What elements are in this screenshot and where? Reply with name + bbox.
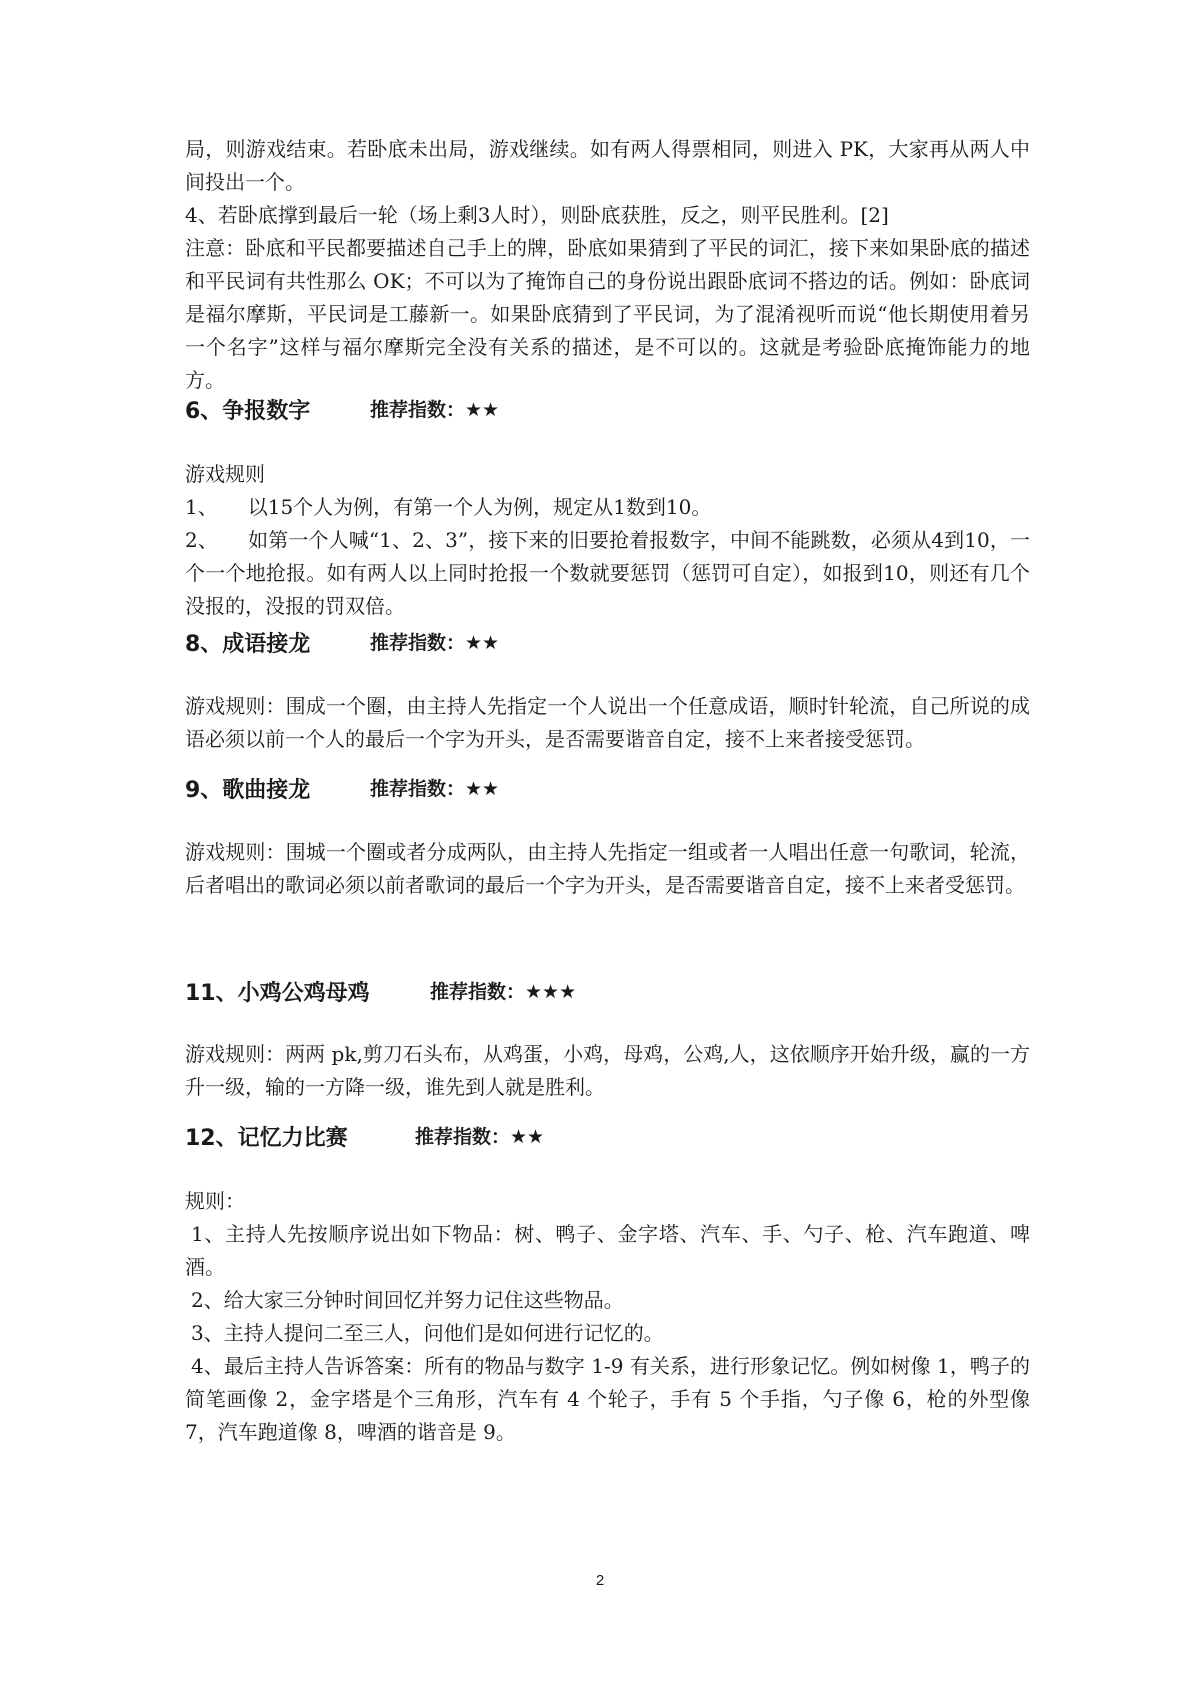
section-body-6 <box>185 458 1030 623</box>
list-item: 1、主持人先按顺序说出如下物品：树、鸭子、金字塔、汽车、手、勺子、枪、汽车跑道、啤酒。 <box>185 1222 1030 1279</box>
section-heading-8 <box>185 627 500 658</box>
list-item-text: 如第一个人喊“1、2、3”，接下来的旧要抢着报数字，中间不能跳数，必须从4到10，一个一个地抢报。如有两人以上同时抢报一个数就要惩罚（惩罚可自定），如报到10，则还有几个没报的，没报的罚双倍。 <box>185 528 1030 618</box>
list-item: 2、给大家三分钟时间回忆并努力记住这些物品。 <box>191 1288 624 1312</box>
section-paragraph: 游戏规则：围成一个圈，由主持人先指定一个人说出一个任意成语，顺时针轮流，自己所说的成语必须以前一个人的最后一个字为开头，是否需要谐音自定，接不上来者接受惩罚。 <box>185 694 1030 751</box>
rating <box>370 774 499 801</box>
section-heading-11 <box>185 976 577 1007</box>
intro-note-paragraph: 注意：卧底和平民都要描述自己手上的牌，卧底如果猜到了平民的词汇，接下来如果卧底的描述和平民词有共性那么 OK；不可以为了掩饰自己的身份说出跟卧底词不搭边的话。例如：卧底词是福尔摩斯，平民词是工藤新一。如果卧底猜到了平民词，为了混淆视听而说“他长期使用着另一个名字”这样与福尔摩斯完全没有关系的描述，是不可以的。这就是考验卧底掩饰能力的地方。 <box>185 236 1030 392</box>
rules-label: 游戏规则 <box>185 462 265 486</box>
rating-label: 推荐指数： <box>430 981 526 1003</box>
section-heading-9 <box>185 773 500 804</box>
rating-label: 推荐指数： <box>370 399 466 421</box>
list-item-text: 以15个人为例，有第一个人为例，规定从1数到10。 <box>247 495 712 519</box>
rules-label: 规则： <box>185 1189 245 1213</box>
list-item: 3、主持人提问二至三人，问他们是如何进行记忆的。 <box>191 1321 664 1345</box>
section-body-12 <box>185 1185 1030 1449</box>
rating <box>430 977 576 1004</box>
section-paragraph: 游戏规则：两两 pk,剪刀石头布，从鸡蛋，小鸡，母鸡，公鸡,人，这依顺序开始升级，赢的一方升一级，输的一方降一级，谁先到人就是胜利。 <box>185 1042 1030 1099</box>
intro-block <box>185 133 1030 397</box>
stars-icon: ★★ <box>465 778 500 800</box>
section-heading-6 <box>185 394 500 425</box>
section-title: 12、记忆力比赛 <box>185 1126 348 1151</box>
intro-paragraph: 4、若卧底撑到最后一轮（场上剩3人时），则卧底获胜，反之，则平民胜利。[2] <box>185 203 889 227</box>
rating-label: 推荐指数： <box>370 632 466 654</box>
section-heading-12 <box>185 1121 545 1152</box>
rating <box>415 1122 544 1149</box>
page-number: 2 <box>595 1572 605 1589</box>
intro-paragraph: 局，则游戏结束。若卧底未出局，游戏继续。如有两人得票相同，则进入 PK，大家再从两人中间投出一个。 <box>185 137 1030 194</box>
list-item-number: 2、 <box>185 528 218 552</box>
rating-label: 推荐指数： <box>370 778 466 800</box>
section-title: 9、歌曲接龙 <box>185 778 311 803</box>
section-title: 6、争报数字 <box>185 399 311 424</box>
section-body-9 <box>185 836 1030 902</box>
section-title: 8、成语接龙 <box>185 632 311 657</box>
section-body-11 <box>185 1038 1030 1104</box>
rating-label: 推荐指数： <box>415 1126 511 1148</box>
list-item <box>185 491 1030 524</box>
rating <box>370 628 499 655</box>
list-item-number: 1、 <box>185 495 218 519</box>
list-item: 4、最后主持人告诉答案：所有的物品与数字 1-9 有关系，进行形象记忆。例如树像 1，鸭子的简笔画像 2，金字塔是个三角形，汽车有 4 个轮子，手有 5 个手指，勺子像 6，枪的外型像 7，汽车跑道像 8，啤酒的谐音是 9。 <box>185 1354 1030 1444</box>
section-title: 11、小鸡公鸡母鸡 <box>185 981 370 1006</box>
stars-icon: ★★★ <box>525 981 577 1003</box>
stars-icon: ★★ <box>465 399 500 421</box>
stars-icon: ★★ <box>510 1126 545 1148</box>
section-paragraph: 游戏规则：围城一个圈或者分成两队，由主持人先指定一组或者一人唱出任意一句歌词，轮流，后者唱出的歌词必须以前者歌词的最后一个字为开头，是否需要谐音自定，接不上来者受惩罚。 <box>185 840 1030 897</box>
rating <box>370 395 499 422</box>
section-body-8 <box>185 690 1030 756</box>
stars-icon: ★★ <box>465 632 500 654</box>
list-item <box>185 524 1030 623</box>
